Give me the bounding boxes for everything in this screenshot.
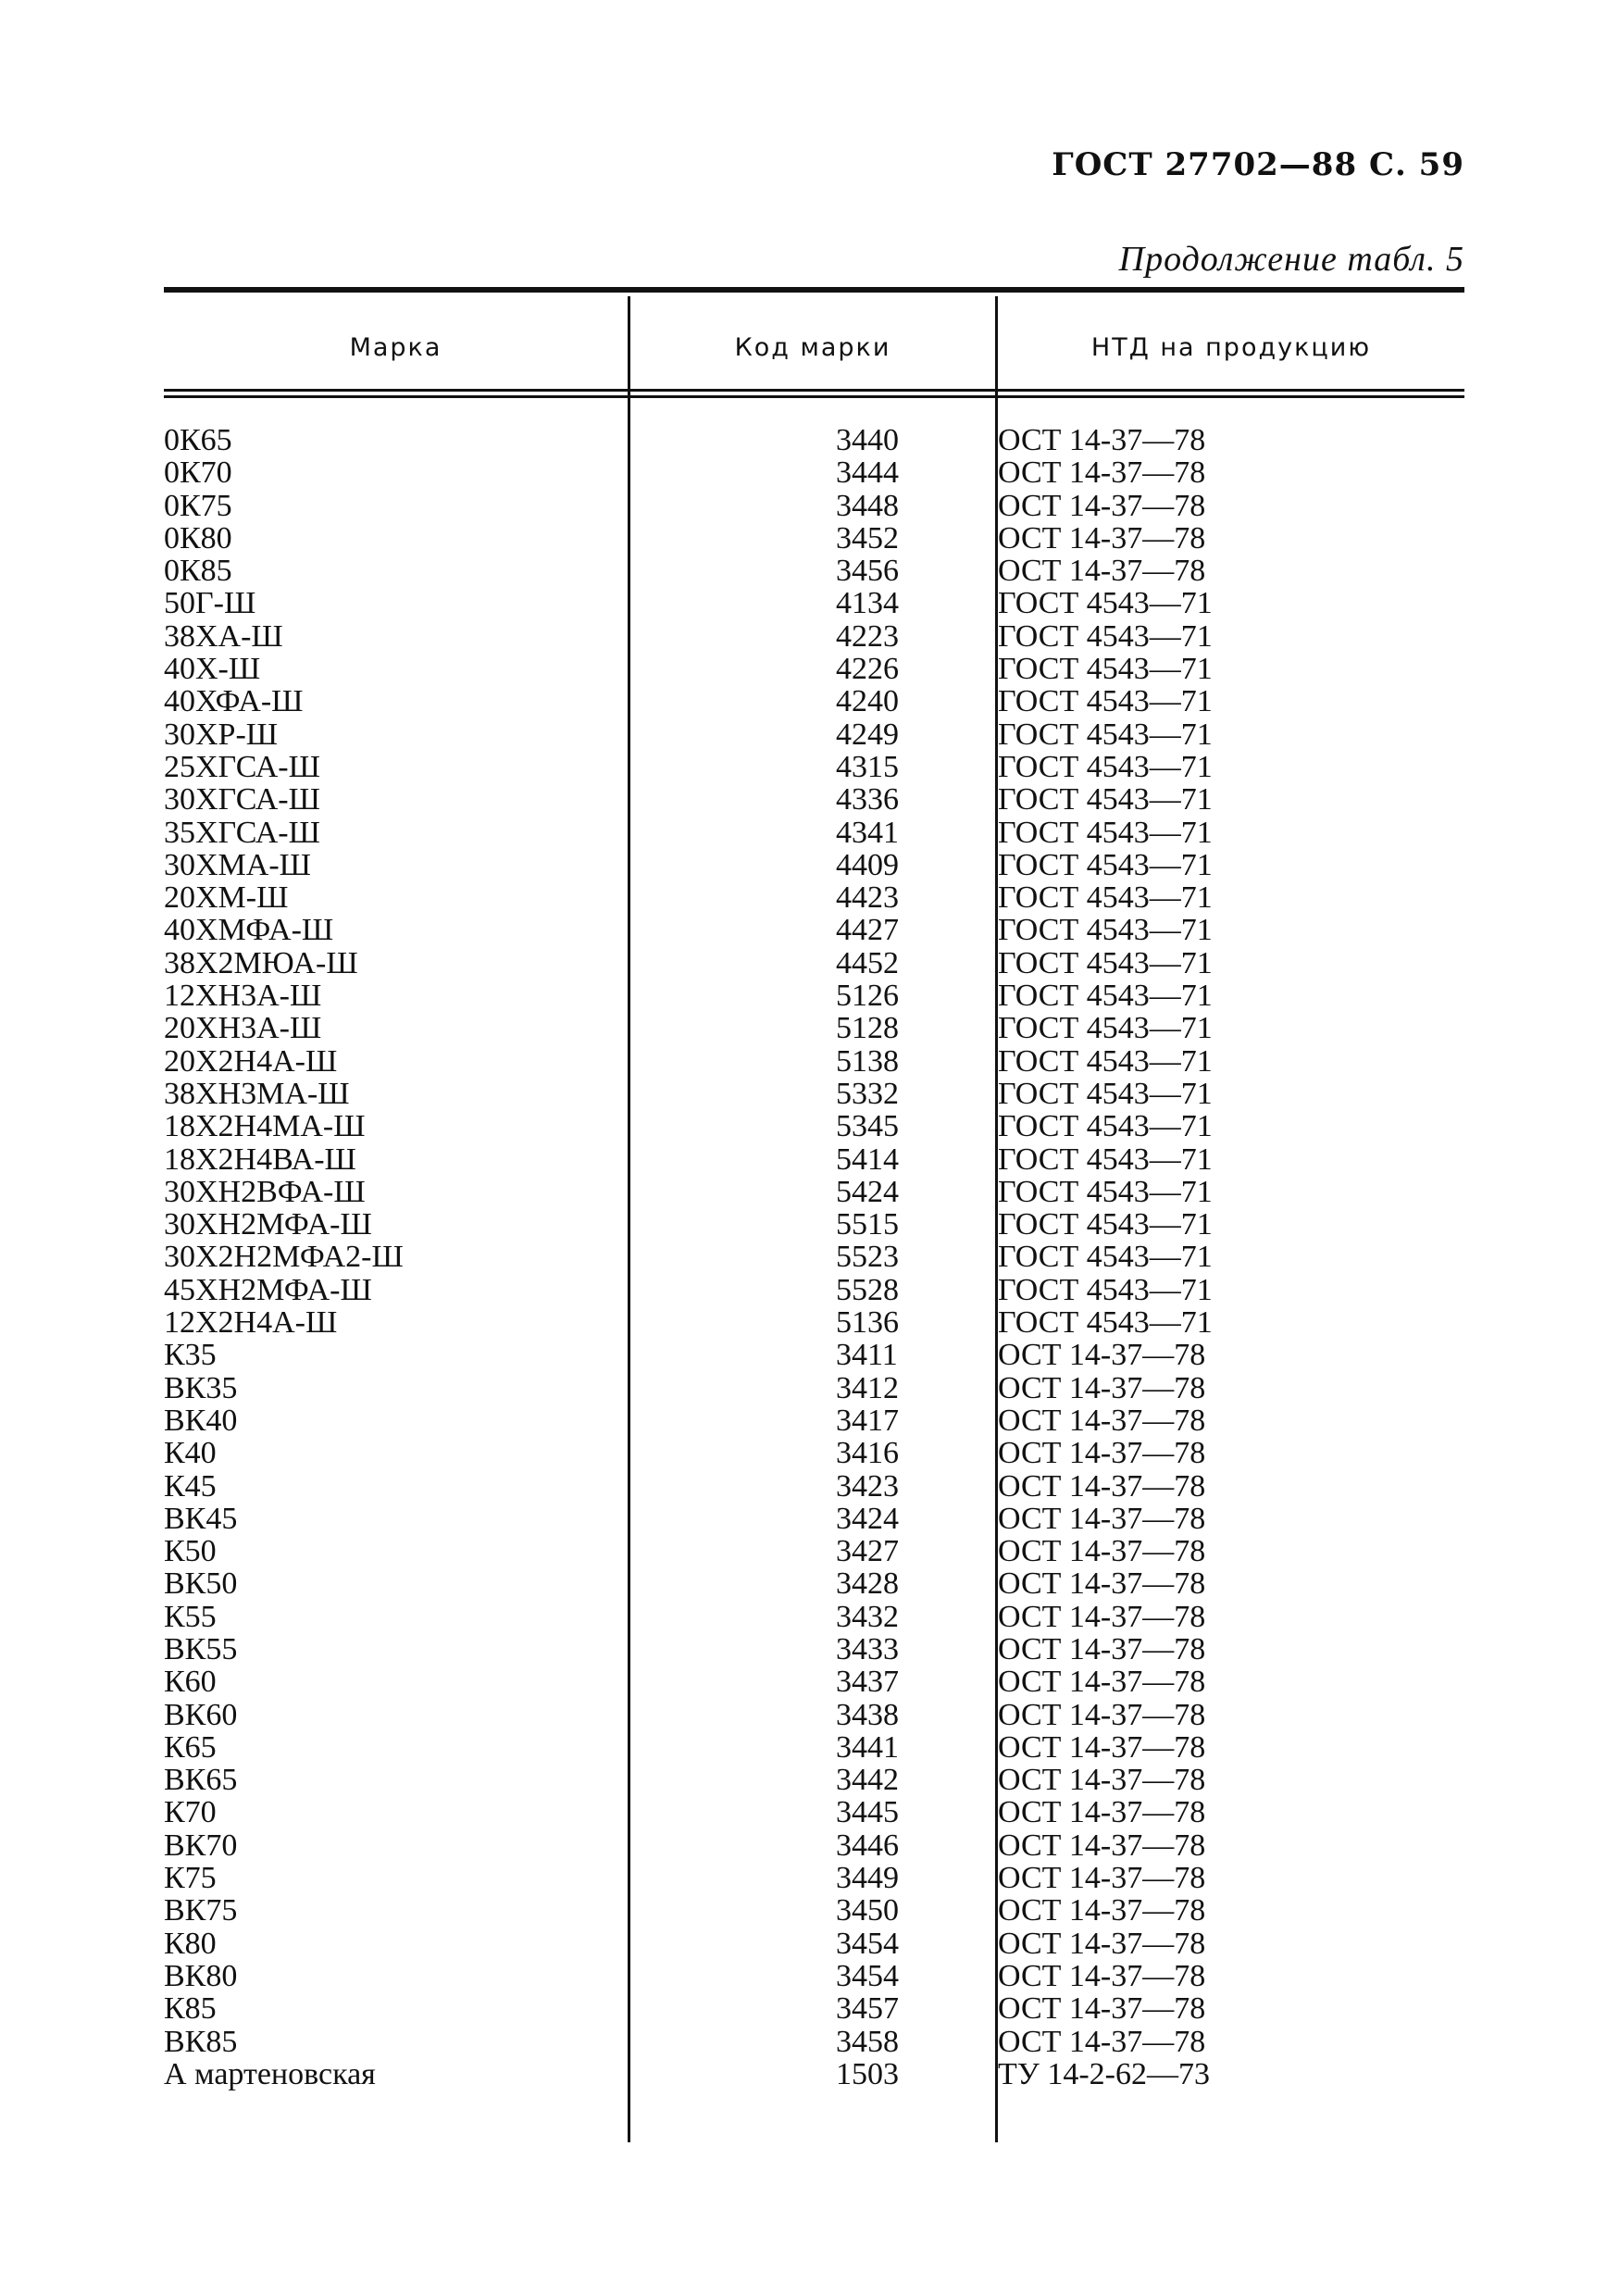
grade-code-cell: 3442 [836,1763,899,1798]
grade-cell: 12ХН3А-Ш [164,979,322,1014]
table-row [164,817,1464,849]
grade-code-cell: 3437 [836,1665,899,1700]
grade-code-cell: 3412 [836,1370,899,1405]
table-row [164,490,1464,522]
table-row [164,1437,1464,1469]
grade-code-cell: 3448 [836,488,899,523]
table-row [164,1110,1464,1142]
grade-code-cell: 5523 [836,1240,899,1275]
grade-cell: К65 [164,1729,217,1765]
normative-doc-cell: ОСТ 14-37—78 [998,1861,1206,1896]
grade-code-cell: 3427 [836,1534,899,1569]
table-top-rule [164,287,1464,293]
table-row [164,1176,1464,1208]
grade-cell: 20ХМ-Ш [164,880,289,916]
table-row [164,555,1464,587]
grade-code-cell: 3440 [836,423,899,457]
normative-doc-cell: ГОСТ 4543—71 [998,782,1213,817]
normative-doc-cell: ОСТ 14-37—78 [998,1403,1206,1438]
grade-cell: К75 [164,1861,217,1896]
normative-doc-cell: ГОСТ 4543—71 [998,945,1213,980]
grade-code-cell: 3444 [836,455,899,491]
grade-cell: 25ХГСА-Ш [164,749,320,784]
grade-cell: 0К70 [164,455,232,491]
table-row [164,424,1464,456]
grade-cell: 38Х2МЮА-Ш [164,945,358,980]
table-row [164,1992,1464,2025]
grade-cell: 30Х2Н2МФА2-Ш [164,1240,404,1275]
grade-code-cell: 5424 [836,1174,899,1209]
grade-code-cell: 3424 [836,1501,899,1536]
grade-cell: 20Х2Н4А-Ш [164,1043,338,1079]
grade-code-cell: 3432 [836,1599,899,1634]
table-row [164,1567,1464,1600]
grade-cell: К45 [164,1468,217,1504]
normative-doc-cell: ТУ 14-2-62—73 [998,2056,1210,2091]
table-row [164,1699,1464,1731]
normative-doc-cell: ГОСТ 4543—71 [998,1305,1213,1341]
grade-code-cell: 4226 [836,652,899,687]
grade-cell: К55 [164,1599,217,1634]
grade-cell: 40ХФА-Ш [164,684,304,719]
table-row [164,1143,1464,1176]
grade-code-cell: 3452 [836,520,899,555]
normative-doc-cell: ГОСТ 4543—71 [998,913,1213,948]
table-row [164,1764,1464,1796]
grade-code-cell: 4249 [836,717,899,752]
grade-cell: ВК55 [164,1631,238,1666]
grade-code-cell: 3441 [836,1729,899,1765]
grade-code-cell: 5528 [836,1272,899,1307]
grade-cell: 12Х2Н4А-Ш [164,1305,338,1341]
table-row [164,2058,1464,2090]
grade-code-cell: 3449 [836,1861,899,1896]
normative-doc-cell: ОСТ 14-37—78 [998,554,1206,589]
normative-doc-cell: ГОСТ 4543—71 [998,749,1213,784]
grade-cell: К50 [164,1534,217,1569]
normative-doc-cell: ОСТ 14-37—78 [998,1631,1206,1666]
normative-doc-cell: ГОСТ 4543—71 [998,1174,1213,1209]
normative-doc-cell: ГОСТ 4543—71 [998,586,1213,621]
grade-cell: 40ХМФА-Ш [164,913,334,948]
grade-cell: К40 [164,1436,217,1471]
table-row [164,1274,1464,1306]
normative-doc-cell: ОСТ 14-37—78 [998,1665,1206,1700]
grade-cell: 38ХН3МА-Ш [164,1076,350,1111]
grade-cell: К80 [164,1926,217,1961]
normative-doc-cell: ОСТ 14-37—78 [998,1534,1206,1569]
normative-doc-cell: ОСТ 14-37—78 [998,1795,1206,1830]
grade-code-cell: 3454 [836,1958,899,1993]
normative-doc-cell: ОСТ 14-37—78 [998,1566,1206,1602]
grade-code-cell: 5126 [836,979,899,1014]
grade-cell: 30ХН2МФА-Ш [164,1207,372,1242]
grade-code-cell: 3423 [836,1468,899,1504]
grade-code-cell: 3416 [836,1436,899,1471]
normative-doc-cell: ОСТ 14-37—78 [998,1599,1206,1634]
normative-doc-cell: ОСТ 14-37—78 [998,1958,1206,1993]
grade-code-cell: 4409 [836,847,899,882]
table-row [164,587,1464,619]
table-row [164,947,1464,980]
column-header-normative-doc: НТД на продукцию [1090,333,1372,362]
normative-doc-cell: ГОСТ 4543—71 [998,1076,1213,1111]
column-header-grade: Марка [349,333,442,362]
grade-cell: ВК35 [164,1370,238,1405]
table-row [164,522,1464,555]
table-row [164,1960,1464,1992]
grade-cell: 0К65 [164,423,232,457]
grade-cell: 30ХГСА-Ш [164,782,320,817]
grade-cell: 50Г-Ш [164,586,256,621]
normative-doc-cell: ОСТ 14-37—78 [998,1501,1206,1536]
grade-cell: 18Х2Н4МА-Ш [164,1109,366,1144]
grade-cell: 40Х-Ш [164,652,261,687]
table-row [164,1731,1464,1764]
table-row [164,653,1464,685]
table-row [164,980,1464,1012]
table-row [164,1601,1464,1633]
normative-doc-cell: ГОСТ 4543—71 [998,1240,1213,1275]
grade-code-cell: 5138 [836,1043,899,1079]
table-row [164,1633,1464,1666]
grade-code-cell: 3456 [836,554,899,589]
table-row [164,1796,1464,1828]
grade-cell: 0К85 [164,554,232,589]
grade-cell: К70 [164,1795,217,1830]
table-row [164,1045,1464,1078]
grade-code-cell: 3454 [836,1926,899,1961]
grade-code-cell: 3417 [836,1403,899,1438]
normative-doc-cell: ГОСТ 4543—71 [998,1272,1213,1307]
table-row [164,1372,1464,1404]
table-row [164,881,1464,914]
normative-doc-cell: ОСТ 14-37—78 [998,1893,1206,1928]
table-row [164,1894,1464,1927]
grade-cell: 30ХН2ВФА-Ш [164,1174,366,1209]
normative-doc-cell: ГОСТ 4543—71 [998,1043,1213,1079]
grades-table [164,287,1464,2140]
table-continuation-caption: Продолжение табл. 5 [1118,240,1464,279]
normative-doc-cell: ГОСТ 4543—71 [998,652,1213,687]
normative-doc-cell: ОСТ 14-37—78 [998,1763,1206,1798]
table-row [164,849,1464,881]
grade-cell: ВК80 [164,1958,238,1993]
grade-cell: ВК70 [164,1828,238,1863]
grade-code-cell: 1503 [836,2056,899,2091]
grade-cell: 38ХА-Ш [164,618,283,654]
grade-code-cell: 5136 [836,1305,899,1341]
table-row [164,1470,1464,1503]
grade-code-cell: 3433 [836,1631,899,1666]
header-bottom-rule [164,389,1464,392]
table-row [164,1862,1464,1894]
grade-cell: 45ХН2МФА-Ш [164,1272,372,1307]
table-row [164,1012,1464,1044]
grade-cell: ВК65 [164,1763,238,1798]
grade-code-cell: 4240 [836,684,899,719]
table-row [164,1928,1464,1960]
table-row [164,685,1464,718]
normative-doc-cell: ОСТ 14-37—78 [998,1468,1206,1504]
grade-cell: ВК50 [164,1566,238,1602]
grade-cell: 0К80 [164,520,232,555]
normative-doc-cell: ГОСТ 4543—71 [998,815,1213,850]
grade-cell: ВК75 [164,1893,238,1928]
normative-doc-cell: ГОСТ 4543—71 [998,717,1213,752]
table-row [164,1666,1464,1698]
table-row [164,1404,1464,1437]
grade-code-cell: 4315 [836,749,899,784]
page-reference: ГОСТ 27702—88 С. 59 [1052,146,1464,183]
normative-doc-cell: ОСТ 14-37—78 [998,488,1206,523]
table-row [164,751,1464,783]
grade-code-cell: 3450 [836,1893,899,1928]
normative-doc-cell: ОСТ 14-37—78 [998,2024,1206,2059]
grade-code-cell: 5414 [836,1142,899,1177]
normative-doc-cell: ОСТ 14-37—78 [998,1991,1206,2027]
grade-code-cell: 5345 [836,1109,899,1144]
table-row [164,1241,1464,1273]
grade-cell: 30ХМА-Ш [164,847,311,882]
grade-cell: ВК40 [164,1403,238,1438]
table-row [164,1208,1464,1241]
table-row [164,456,1464,489]
normative-doc-cell: ГОСТ 4543—71 [998,1142,1213,1177]
grade-cell: 35ХГСА-Ш [164,815,320,850]
table-row [164,1306,1464,1339]
grade-cell: 18Х2Н4ВА-Ш [164,1142,356,1177]
normative-doc-cell: ОСТ 14-37—78 [998,1729,1206,1765]
normative-doc-cell: ГОСТ 4543—71 [998,880,1213,916]
grade-code-cell: 4427 [836,913,899,948]
table-row [164,2026,1464,2058]
normative-doc-cell: ОСТ 14-37—78 [998,1926,1206,1961]
grade-code-cell: 4452 [836,945,899,980]
grade-code-cell: 4423 [836,880,899,916]
grade-cell: 20ХН3А-Ш [164,1011,322,1046]
normative-doc-cell: ОСТ 14-37—78 [998,1697,1206,1732]
grade-code-cell: 5515 [836,1207,899,1242]
grade-code-cell: 4134 [836,586,899,621]
table-row [164,783,1464,816]
grade-cell: ВК85 [164,2024,238,2059]
grade-cell: ВК45 [164,1501,238,1536]
normative-doc-cell: ГОСТ 4543—71 [998,847,1213,882]
normative-doc-cell: ОСТ 14-37—78 [998,455,1206,491]
grade-cell: 30ХР-Ш [164,717,279,752]
grade-code-cell: 3446 [836,1828,899,1863]
column-header-grade-code: Код марки [734,333,891,362]
normative-doc-cell: ОСТ 14-37—78 [998,520,1206,555]
normative-doc-cell: ГОСТ 4543—71 [998,684,1213,719]
grade-code-cell: 4223 [836,618,899,654]
table-row [164,914,1464,946]
grade-code-cell: 5128 [836,1011,899,1046]
table-row [164,1503,1464,1535]
normative-doc-cell: ГОСТ 4543—71 [998,1109,1213,1144]
normative-doc-cell: ГОСТ 4543—71 [998,1207,1213,1242]
grade-cell: К35 [164,1338,217,1373]
table-row [164,1339,1464,1371]
grade-code-cell: 3445 [836,1795,899,1830]
table-row [164,620,1464,653]
grade-code-cell: 3458 [836,2024,899,2059]
normative-doc-cell: ОСТ 14-37—78 [998,1338,1206,1373]
grade-code-cell: 4341 [836,815,899,850]
table-row [164,1078,1464,1110]
header-bottom-rule-double [164,395,1464,398]
grade-code-cell: 5332 [836,1076,899,1111]
normative-doc-cell: ОСТ 14-37—78 [998,1828,1206,1863]
table-row [164,1535,1464,1567]
grade-code-cell: 4336 [836,782,899,817]
table-row [164,1829,1464,1862]
normative-doc-cell: ГОСТ 4543—71 [998,618,1213,654]
table-body [164,424,1464,2090]
normative-doc-cell: ОСТ 14-37—78 [998,1370,1206,1405]
grade-cell: 0К75 [164,488,232,523]
normative-doc-cell: ОСТ 14-37—78 [998,423,1206,457]
normative-doc-cell: ГОСТ 4543—71 [998,1011,1213,1046]
normative-doc-cell: ГОСТ 4543—71 [998,979,1213,1014]
normative-doc-cell: ОСТ 14-37—78 [998,1436,1206,1471]
grade-cell: ВК60 [164,1697,238,1732]
grade-code-cell: 3411 [836,1338,898,1373]
grade-code-cell: 3438 [836,1697,899,1732]
table-row [164,718,1464,751]
grade-cell: К85 [164,1991,217,2027]
grade-code-cell: 3428 [836,1566,899,1602]
grade-code-cell: 3457 [836,1991,899,2027]
grade-cell: А мартеновская [164,2056,376,2091]
grade-cell: К60 [164,1665,217,1700]
